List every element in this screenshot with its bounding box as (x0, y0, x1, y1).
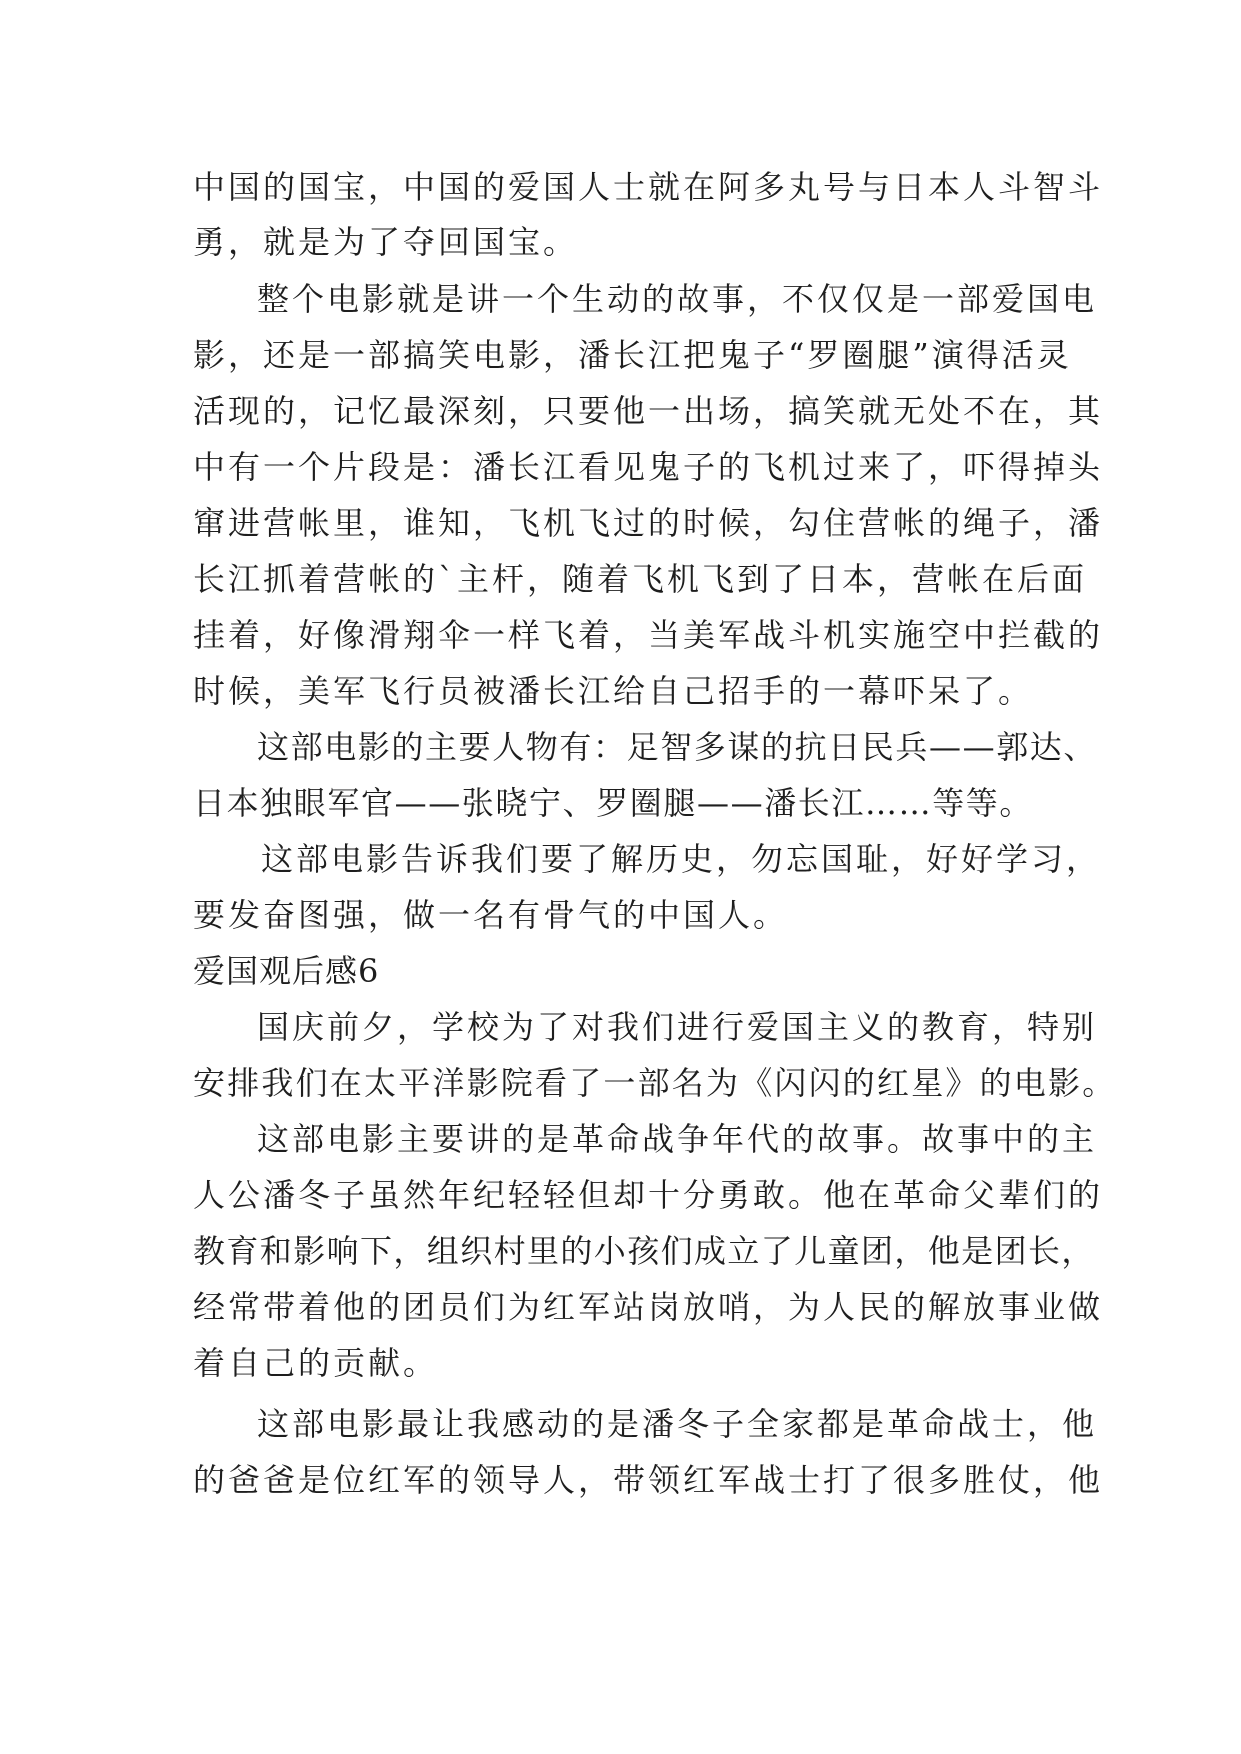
text-line: 人公潘冬子虽然年纪轻轻但却十分勇敢。他在革命父辈们的 (193, 1176, 1104, 1214)
paragraph-first-line: 这部电影最让我感动的是潘冬子全家都是革命战士，他 (257, 1405, 1098, 1443)
text-line: 中有一个片段是：潘长江看见鬼子的飞机过来了，吓得掉头 (193, 448, 1104, 486)
text-line: 经常带着他的团员们为红军站岗放哨，为人民的解放事业做 (193, 1288, 1104, 1326)
paragraph-first-line: 这部电影告诉我们要了解历史，勿忘国耻，好好学习， (261, 840, 1102, 878)
text-line: 活现的，记忆最深刻，只要他一出场，搞笑就无处不在，其 (193, 392, 1104, 430)
text-line: 的爸爸是位红军的领导人，带领红军战士打了很多胜仗，他 (193, 1461, 1104, 1499)
text-line: 中国的国宝，中国的爱国人士就在阿多丸号与日本人斗智斗 (193, 168, 1104, 206)
paragraph-first-line: 整个电影就是讲一个生动的故事，不仅仅是一部爱国电 (257, 280, 1098, 318)
text-line: 长江抓着营帐的`主杆，随着飞机飞到了日本，营帐在后面 (193, 560, 1088, 598)
text-line: 影，还是一部搞笑电影，潘长江把鬼子“罗圈腿”演得活灵 (193, 336, 1072, 374)
text-line: 勇，就是为了夺回国宝。 (193, 223, 579, 261)
paragraph-first-line: 国庆前夕，学校为了对我们进行爱国主义的教育，特别 (257, 1008, 1098, 1046)
paragraph-first-line: 这部电影主要讲的是革命战争年代的故事。故事中的主 (257, 1120, 1098, 1158)
paragraph-first-line: 这部电影的主要人物有：足智多谋的抗日民兵——郭达、 (257, 728, 1098, 766)
text-line: 着自己的贡献。 (193, 1344, 439, 1382)
text-line: 要发奋图强，做一名有骨气的中国人。 (193, 896, 789, 934)
text-line: 教育和影响下，组织村里的小孩们成立了儿童团，他是团长， (193, 1232, 1095, 1270)
text-line: 窜进营帐里，谁知，飞机飞过的时候，勾住营帐的绳子，潘 (193, 504, 1104, 542)
section-heading: 爱国观后感6 (193, 952, 380, 990)
text-line: 时候，美军飞行员被潘长江给自己招手的一幕吓呆了。 (193, 672, 1034, 710)
text-line: 挂着，好像滑翔伞一样飞着，当美军战斗机实施空中拦截的 (193, 616, 1104, 654)
text-line: 日本独眼军官——张晓宁、罗圈腿——潘长江……等等。 (193, 784, 1034, 822)
text-line: 安排我们在太平洋影院看了一部名为《闪闪的红星》的电影。 (193, 1064, 1117, 1102)
